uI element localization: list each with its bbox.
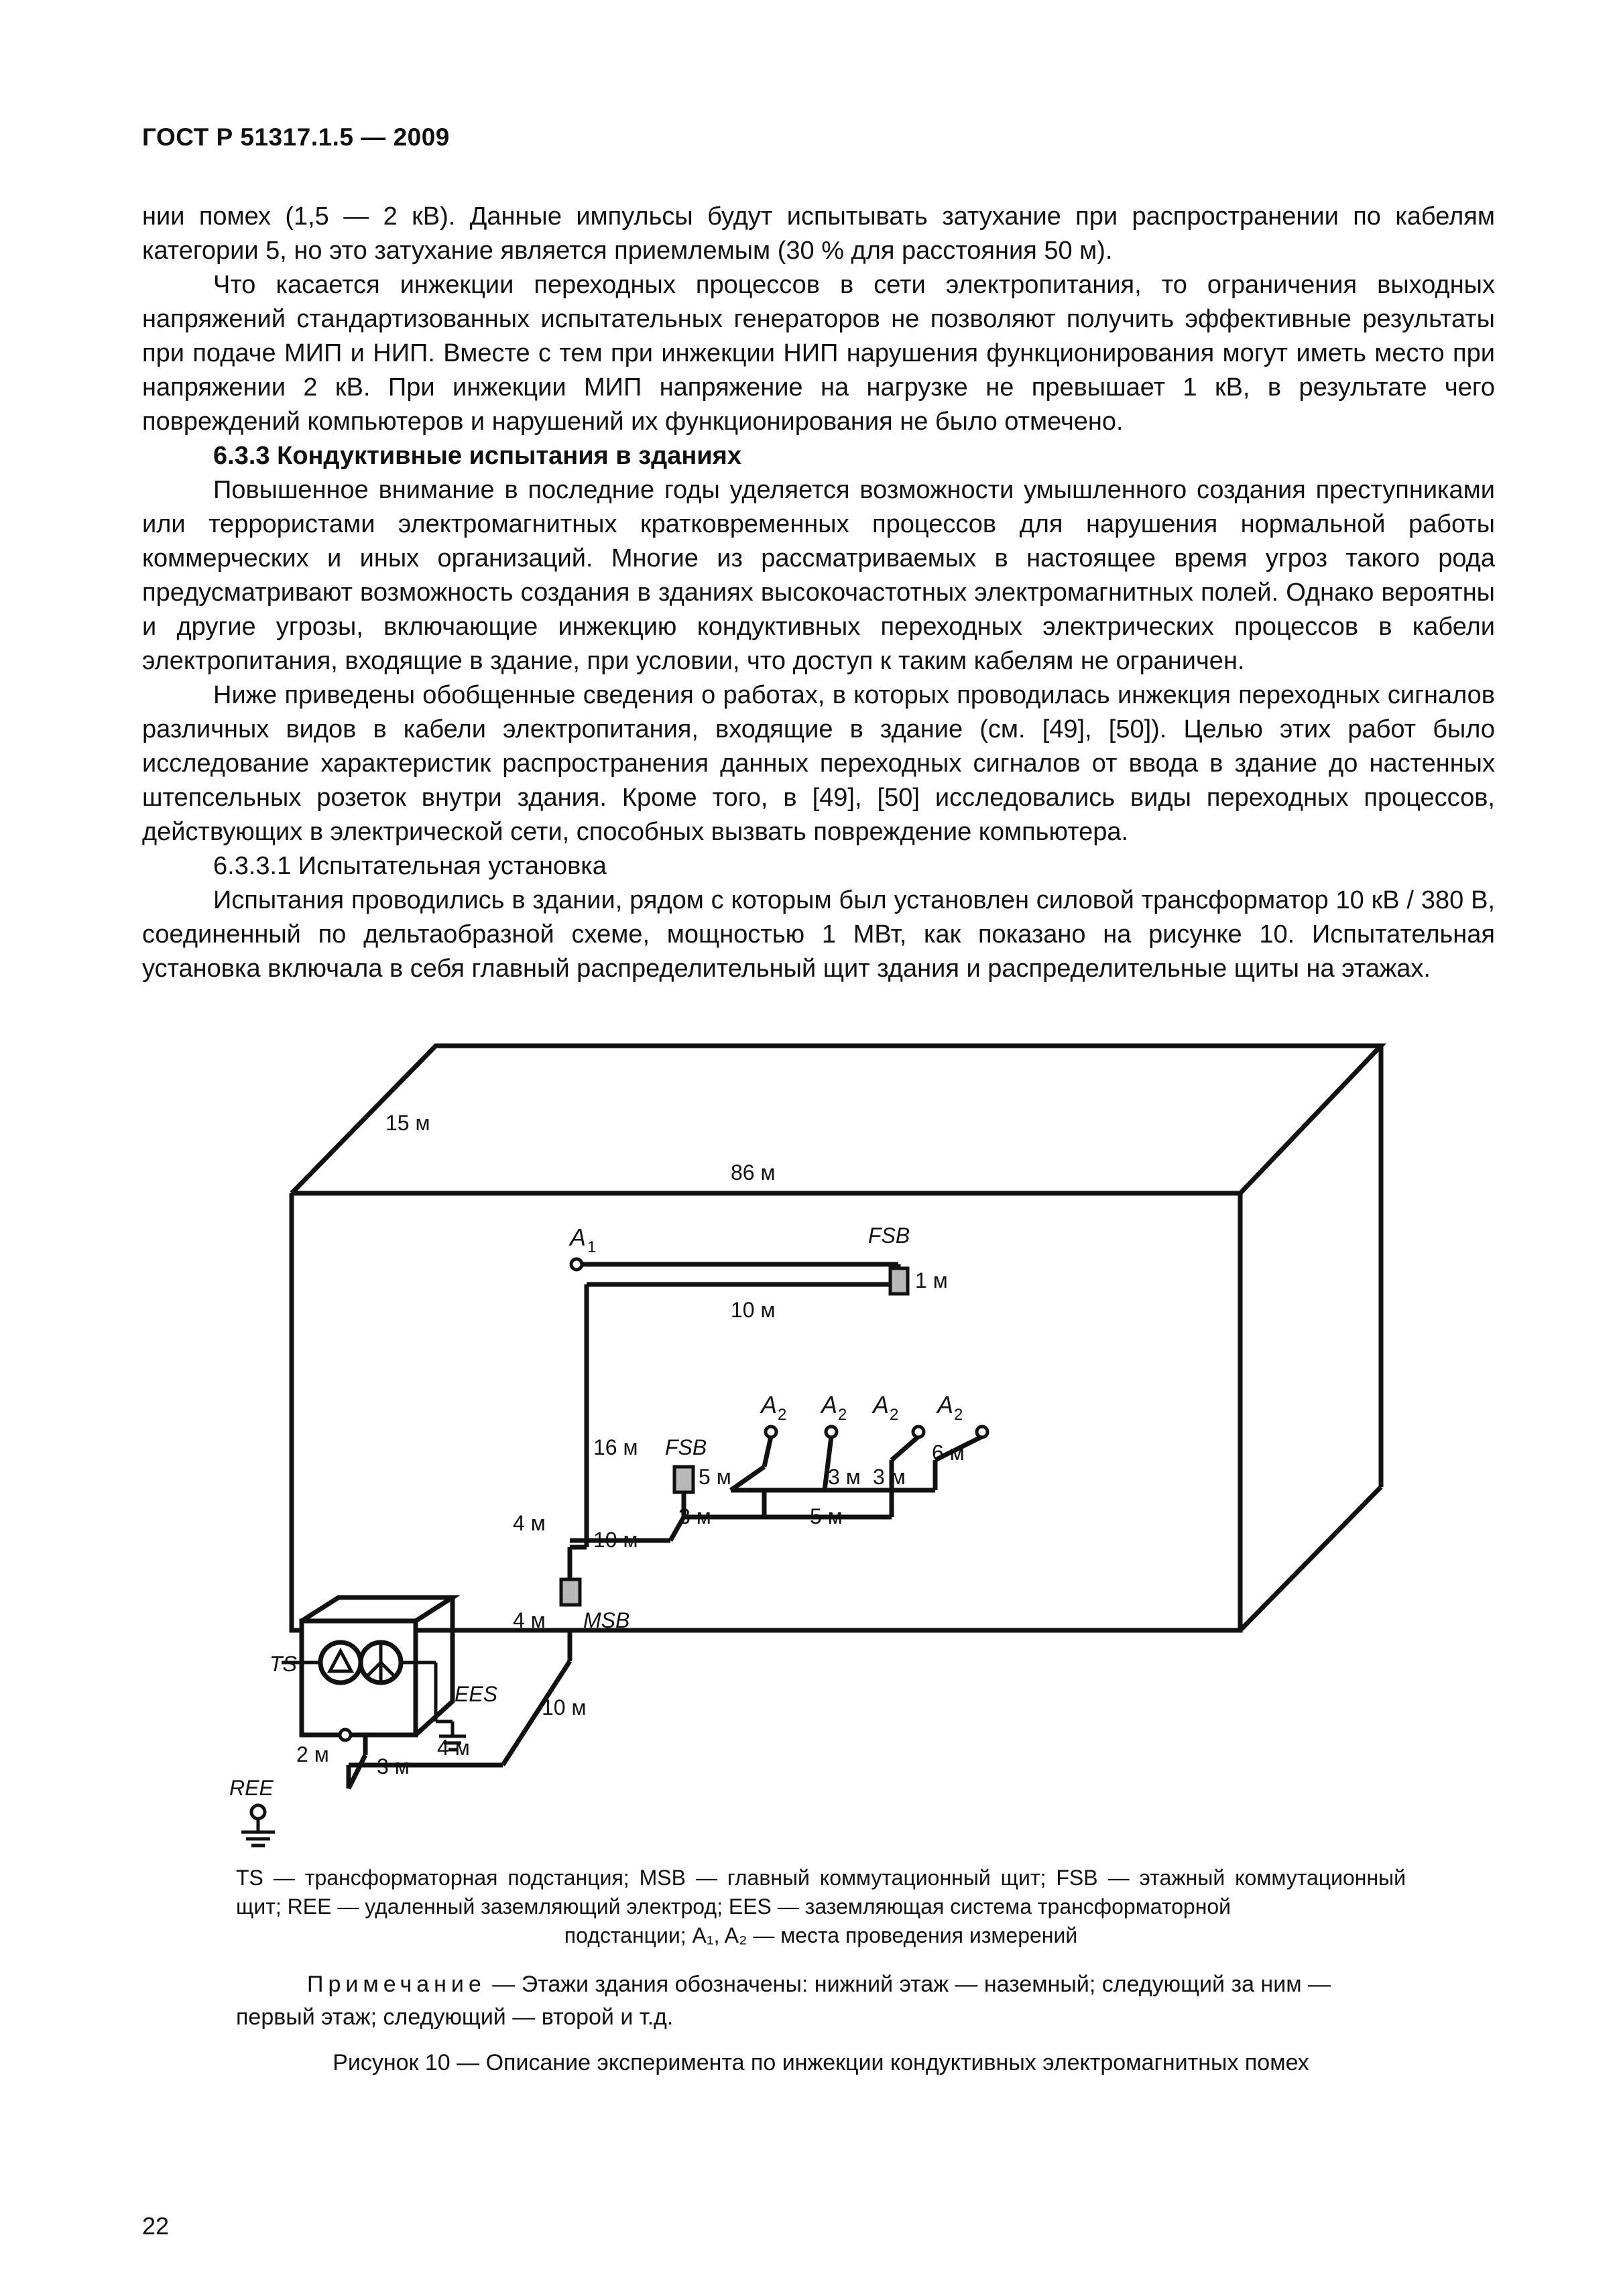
svg-text:5 м: 5 м [699,1465,731,1489]
figure-note [236,1968,1406,2034]
body-text [142,200,1495,986]
legend-line-2: подстанции; A₁, A₂ — места проведения измерений [564,1923,1078,1947]
a1-point [571,1259,582,1270]
section-heading-6-3-3-1: 6.3.3.1 Испытательная установка [213,852,607,880]
svg-text:2: 2 [838,1406,847,1424]
svg-text:4 м: 4 м [513,1511,546,1535]
a2-point-2 [826,1427,837,1437]
ree-ground-icon [241,1805,275,1846]
msb-box [561,1579,580,1605]
paragraph-1: нии помех (1,5 — 2 кВ). Данные импульсы будут испытывать затухание при распространении по кабелям категории 5, но это затухание является приемлемым (30 % для расстояния 50 м). [142,202,1495,265]
section-heading-6-3-3: 6.3.3 Кондуктивные испытания в зданиях [213,442,741,470]
label-ees: EES [455,1682,498,1706]
svg-text:2: 2 [778,1406,787,1424]
figure-legend [236,1864,1406,1950]
label-msb: MSB [583,1608,630,1632]
a2-point-1 [766,1427,776,1437]
svg-text:A: A [821,1391,838,1418]
label-depth: 15 м [385,1111,430,1135]
svg-text:4 м: 4 м [513,1608,546,1632]
paragraph-4: Ниже приведены обобщенные сведения о работах, в которых проводилась инжекция переходных сигналов различных видов в кабели электропитания, входящие в здание (см. [49], [50]). Целью этих работ было исследование характеристик распространения данных переходных сигналов от ввода в здание до настенных штепсельных розеток внутри здания. Кроме того, в [49], [50] исследовались виды переходных процессов, действующих в электрической сети, способных вызвать повреждение компьютера. [142,681,1495,846]
label-1m: 1 м [915,1268,948,1292]
building-top-edge [292,1046,1381,1193]
a2-point-4 [977,1427,987,1437]
figure-title: Рисунок 10 — Описание эксперимента по инжекции кондуктивных электромагнитных помех [333,2050,1309,2075]
label-ts: TS [269,1652,297,1676]
svg-text:2: 2 [954,1406,963,1424]
page-number: 22 [142,2212,170,2240]
paragraph-2: Что касается инжекции переходных процессов в сети электропитания, то ограничения выходных напряжений стандартизованных испытательных генераторов не позволяют получить эффективные результаты при подаче МИП и НИП. Вместе с тем при инжекции НИП нарушения функционирования могут иметь место при напряжении 2 кВ. При инжекции МИП напряжение на нагрузке не превышает 1 кВ, в результате чего повреждений компьютеров и нарушений их функционирования не было отмечено. [142,271,1495,436]
svg-text:6 м: 6 м [932,1441,965,1465]
label-fsb-mid: FSB [665,1435,707,1459]
fsb-top-box [890,1268,908,1294]
svg-text:A: A [873,1391,890,1418]
label-16m: 16 м [593,1435,638,1459]
paragraph-5: Испытания проводились в здании, рядом с которым был установлен силовой трансформатор 10 кВ / 380 В, соединенный по дельтаобразной схеме, мощностью 1 МВт, как показано на рисунке 10. Испытательная установка включала в себя главный распределительный щит здания и распределительные щиты на этажах. [142,886,1495,983]
note-label: Примечание [307,1972,486,1997]
note-text: — Этажи здания обозначены: нижний этаж — наземный; следующий за ним — первый этаж; следующий — второй и т.д. [236,1972,1331,2030]
legend-line-1: TS — трансформаторная подстанция; MSB — главный коммутационный щит; FSB — этажный коммутационный щит; REE — удаленный заземляющий электрод; EES — заземляющая система трансформаторной [236,1866,1406,1919]
svg-text:A: A [937,1391,954,1418]
svg-text:2: 2 [890,1406,899,1424]
fsb-mid-box [674,1467,693,1492]
building-diagram [221,1024,1415,1849]
svg-text:10 м: 10 м [542,1695,587,1719]
svg-text:2 м: 2 м [296,1742,329,1766]
label-a1: A [570,1223,587,1251]
label-ree: REE [229,1776,274,1800]
svg-text:A: A [761,1391,778,1418]
svg-text:3 м: 3 м [377,1754,410,1778]
svg-text:1: 1 [587,1238,597,1256]
label-10m-top: 10 м [731,1298,776,1322]
building-bottom-right-edge [1240,1487,1381,1630]
svg-text:5 м: 5 м [810,1504,843,1528]
paragraph-3: Повышенное внимание в последние годы уделяется возможности умышленного создания преступниками или террористами электромагнитных кратковременных процессов для нарушения нормальной работы коммерческих и иных организаций. Многие из рассматриваемых в настоящее время угроз такого рода предусматривают возможность создания в зданиях высокочастотных электромагнитных полей. Однако вероятны и другие угрозы, включающие инжекцию кондуктивных переходных электрических процессов в кабели электропитания, входящие в здание, при условии, что доступ к таким кабелям не ограничен. [142,476,1495,675]
svg-text:3 м: 3 м [828,1465,861,1489]
label-length: 86 м [731,1160,776,1185]
svg-text:3 м: 3 м [873,1465,906,1489]
a2-point-3 [913,1427,924,1437]
label-fsb-top: FSB [868,1223,910,1248]
svg-text:10 м: 10 м [593,1528,638,1552]
svg-text:4 м: 4 м [437,1736,470,1760]
document-header: ГОСТ Р 51317.1.5 — 2009 [142,123,450,151]
ts-terminal [340,1730,351,1740]
svg-text:3 м: 3 м [678,1504,711,1528]
